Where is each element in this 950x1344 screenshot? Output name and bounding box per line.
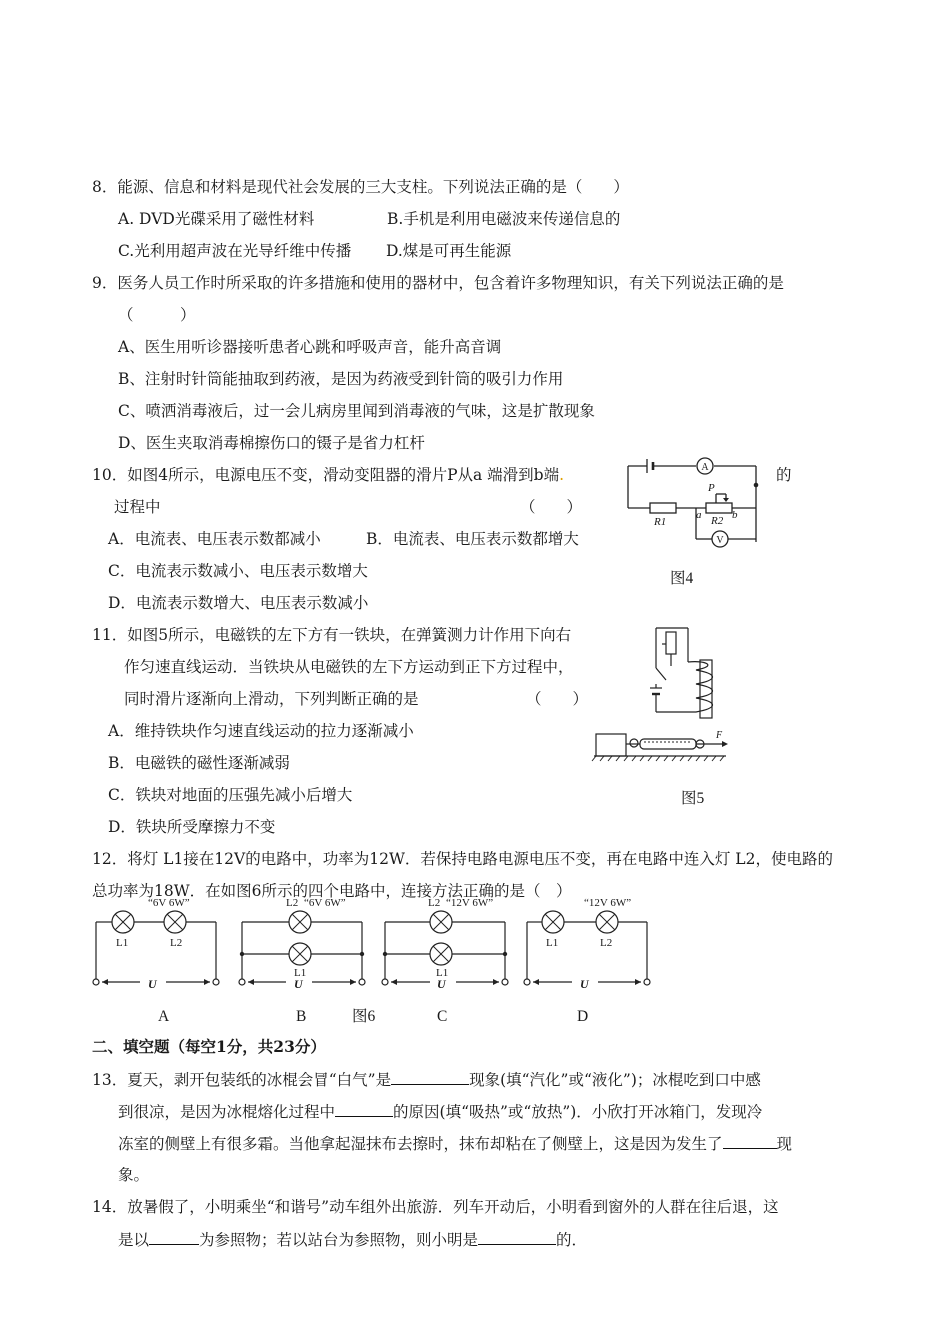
svg-text:U: U <box>437 977 446 991</box>
lamp-icon <box>430 911 452 933</box>
q10-answer-paren: （ ） <box>520 498 583 516</box>
q13-line4: 象。 <box>118 1166 150 1184</box>
svg-text:R2: R2 <box>711 515 724 527</box>
svg-text:L1: L1 <box>116 937 129 949</box>
q11-line2: 作匀速直线运动．当铁块从电磁铁的左下方运动到正下方过程中， <box>124 658 574 676</box>
svg-text:L2: L2 <box>170 937 183 949</box>
figure-6-circuits <box>90 896 665 992</box>
voltmeter-icon <box>712 531 728 547</box>
lamp-icon <box>289 911 311 933</box>
q11-line3: 同时滑片逐渐向上滑动，下列判断正确的是 <box>124 690 419 708</box>
q11-option-a: A．维持铁块作匀速直线运动的拉力逐渐减小 <box>108 722 414 740</box>
q8-option-a: A. DVD光碟采用了磁性材料 <box>118 210 315 228</box>
svg-text:“12V 6W”: “12V 6W” <box>446 897 494 909</box>
q8-option-b: B.手机是利用电磁波来传递信息的 <box>387 210 621 228</box>
q10-option-c: C．电流表示数减小、电压表示数增大 <box>108 562 368 580</box>
figure-4-caption: 图4 <box>670 570 694 587</box>
svg-text:L2: L2 <box>428 897 441 909</box>
svg-text:“6V 6W”: “6V 6W” <box>148 897 190 909</box>
svg-text:“12V 6W”: “12V 6W” <box>584 897 632 909</box>
q13-blank-2[interactable] <box>335 1100 393 1117</box>
q10-option-a: A．电流表、电压表示数都减小 <box>108 530 321 548</box>
figure-6-caption: 图6 <box>352 1008 376 1025</box>
svg-text:L1: L1 <box>436 967 449 979</box>
svg-text:P: P <box>708 482 715 494</box>
svg-text:“6V 6W”: “6V 6W” <box>304 897 346 909</box>
svg-text:L2: L2 <box>286 897 299 909</box>
svg-text:a: a <box>696 509 702 521</box>
q14-line2: 是以 为参照物；若以站台为参照物，则小明是 的． <box>118 1228 587 1251</box>
svg-text:L1: L1 <box>546 937 559 949</box>
q10-stem: 10．如图4所示，电源电压不变，滑动变阻器的滑片P从a 端滑到b端. <box>92 466 565 484</box>
q11-option-c: C．铁块对地面的压强先减小后增大 <box>108 786 353 804</box>
figure-5-caption: 图5 <box>681 790 705 807</box>
svg-text:U: U <box>148 977 157 991</box>
figure-4-circuit <box>620 452 770 557</box>
q14-blank-1[interactable] <box>149 1228 199 1245</box>
lamp-icon <box>164 911 186 933</box>
q10-option-b: B．电流表、电压表示数都增大 <box>366 530 579 548</box>
battery-icon <box>650 688 662 694</box>
svg-text:R1: R1 <box>654 516 667 528</box>
svg-text:V: V <box>716 535 724 546</box>
q11-answer-paren: （ ） <box>526 690 589 708</box>
lamp-icon <box>596 911 618 933</box>
figure-5-electromagnet <box>588 622 728 762</box>
section-2-heading: 二、填空题（每空1分，共23分） <box>92 1037 326 1056</box>
q13-line1: 13．夏天，剥开包装纸的冰棍会冒“白气”是 现象(填“汽化”或“液化”)；冰棍吃到口中感 <box>92 1068 761 1091</box>
q11-stem: 11．如图5所示，电磁铁的左下方有一铁块，在弹簧测力计作用下向右 <box>92 626 572 644</box>
svg-text:A: A <box>701 462 709 473</box>
q9-option-b: B、注射时针筒能抽取到药液，是因为药液受到针筒的吸引力作用 <box>118 370 564 388</box>
q12-line2: 总功率为18W．在如图6所示的四个电路中，连接方法正确的是（ ） <box>92 882 572 900</box>
q12-stem: 12．将灯 L1接在12V的电路中，功率为12W．若保持电路电源电压不变，再在电路中连入灯 L2，使电路的 <box>92 850 833 868</box>
circuit-a-label: A <box>158 1008 170 1025</box>
q14-blank-2[interactable] <box>478 1228 556 1245</box>
q11-option-b: B．电磁铁的磁性逐渐减弱 <box>108 754 290 772</box>
q9-answer-paren: （ ） <box>118 306 196 324</box>
q13-blank-1[interactable] <box>391 1068 469 1085</box>
lamp-icon <box>542 911 564 933</box>
q9-option-a: A、医生用听诊器接听患者心跳和呼吸声音，能升高音调 <box>118 338 502 356</box>
svg-text:U: U <box>580 977 589 991</box>
q8-stem: 8．能源、信息和材料是现代社会发展的三大支柱。下列说法正确的是（ ） <box>92 178 629 196</box>
q13-line3: 冻室的侧壁上有很多霜。当他拿起湿抹布去擦时，抹布却粘在了侧壁上，这是因为发生了 现 <box>118 1132 792 1155</box>
q13-line2: 到很凉，是因为冰棍熔化过程中 的原因(填“吸热”或“放热”)．小欣打开冰箱门，发现冷 <box>118 1100 762 1123</box>
q11-option-d: D．铁块所受摩擦力不变 <box>108 818 276 836</box>
q9-option-d: D、医生夹取消毒棉擦伤口的镊子是省力杠杆 <box>118 434 425 452</box>
lamp-icon <box>430 943 452 965</box>
circuit-c-label: C <box>437 1008 448 1025</box>
q9-option-c: C、喷洒消毒液后，过一会儿病房里闻到消毒液的气味，这是扩散现象 <box>118 402 595 420</box>
q8-option-c: C.光利用超声波在光导纤维中传播 <box>118 242 352 260</box>
circuit-d <box>524 922 650 985</box>
q10-option-d: D．电流表示数增大、电压表示数减小 <box>108 594 369 612</box>
ammeter-icon <box>697 458 713 474</box>
q10-line2: 过程中 <box>114 498 161 516</box>
q9-stem: 9．医务人员工作时所采取的许多措施和使用的器材中，包含着许多物理知识，有关下列说法正确的是 <box>92 274 784 292</box>
q14-line1: 14．放暑假了，小明乘坐“和谐号”动车组外出旅游．列车开动后，小明看到窗外的人群在往后退，这 <box>92 1198 779 1216</box>
circuit-d-label: D <box>577 1008 589 1025</box>
circuit-a <box>93 922 219 985</box>
lamp-icon <box>289 943 311 965</box>
q10-stem-tail: 的 <box>776 466 792 484</box>
svg-text:U: U <box>294 977 303 991</box>
battery-icon <box>647 459 653 473</box>
q8-option-d: D.煤是可再生能源 <box>386 242 512 260</box>
svg-text:b: b <box>732 509 738 521</box>
svg-text:L2: L2 <box>600 937 613 949</box>
svg-text:F: F <box>716 730 723 741</box>
circuit-b-label: B <box>296 1008 307 1025</box>
svg-text:L1: L1 <box>294 967 307 979</box>
q13-blank-3[interactable] <box>723 1132 777 1149</box>
lamp-icon <box>112 911 134 933</box>
